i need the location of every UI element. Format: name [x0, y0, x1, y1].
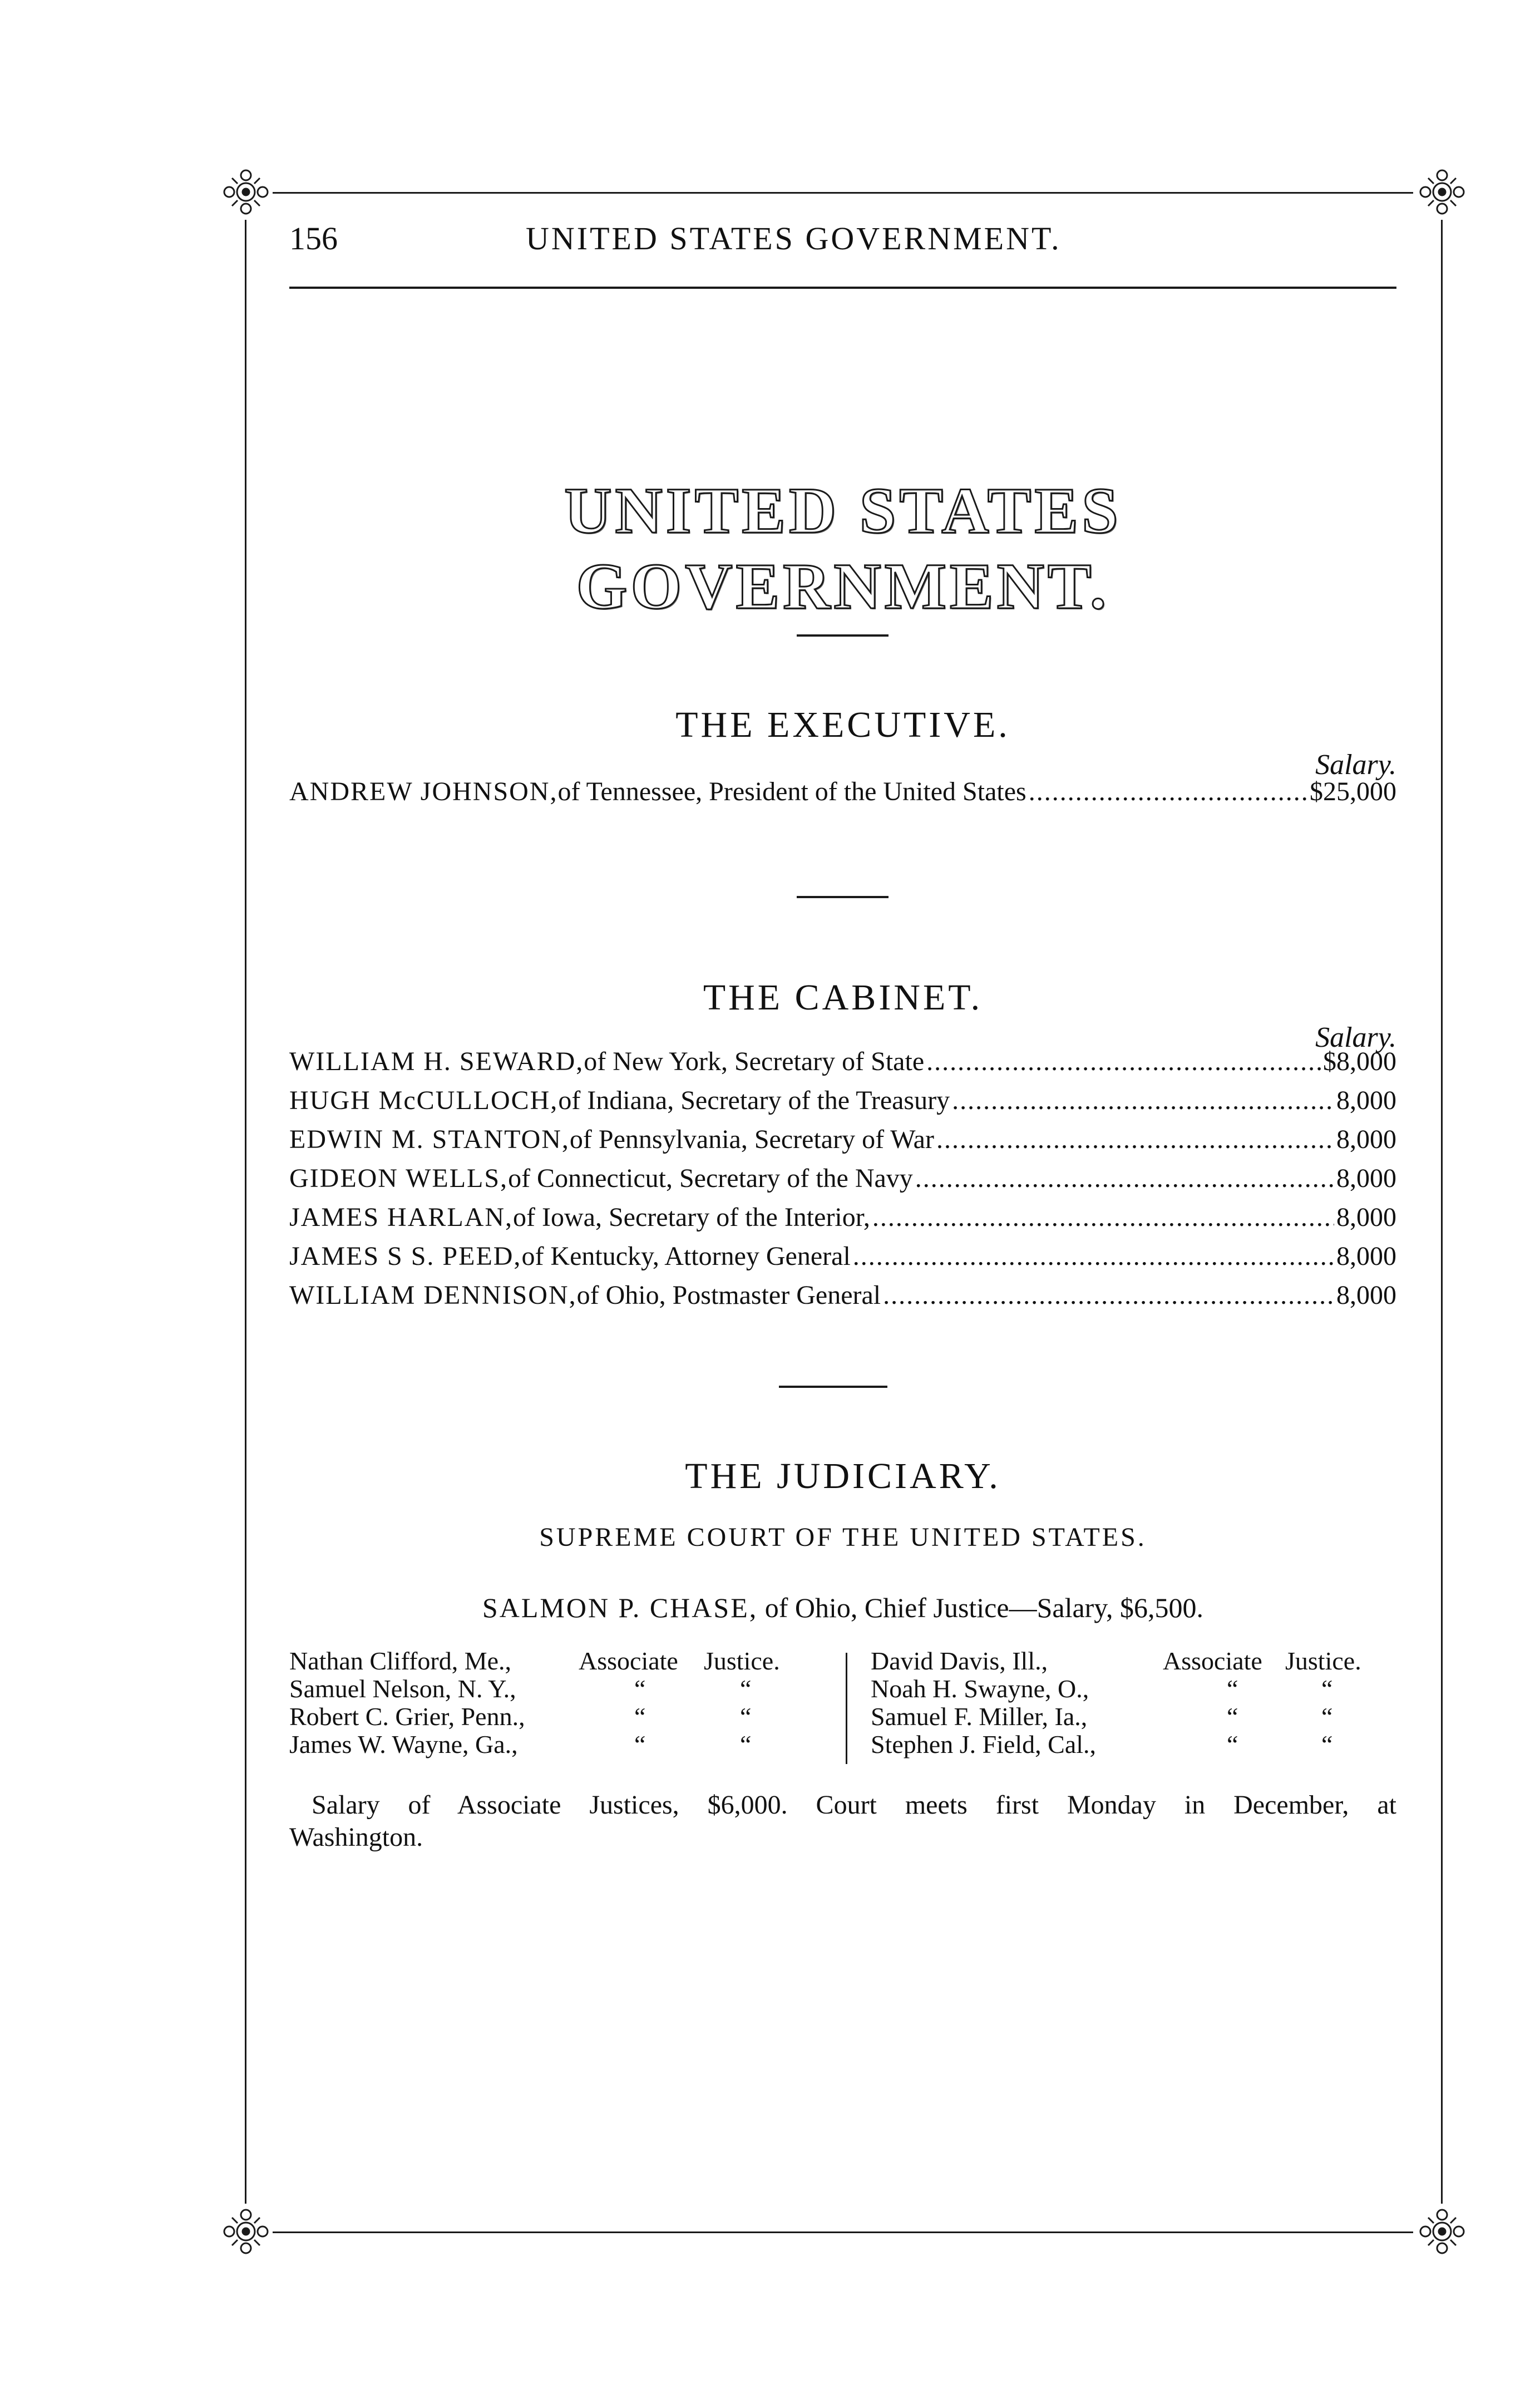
- entry-salary: $8,000: [1323, 1047, 1396, 1076]
- column-divider: [846, 1653, 847, 1764]
- section-heading-executive: THE EXECUTIVE.: [675, 705, 1010, 745]
- list-item: [289, 1731, 812, 1758]
- running-title: UNITED STATES GOVERNMENT.: [526, 220, 1062, 257]
- ditto-mark: “: [1321, 1730, 1333, 1758]
- ditto-mark: “: [1321, 1702, 1333, 1731]
- list-item: [871, 1647, 1396, 1675]
- entry-description: of Pennsylvania, Secretary of War: [569, 1125, 934, 1154]
- entry-description: of Indiana, Secretary of the Treasury: [558, 1086, 950, 1115]
- justice-role: Associate: [579, 1647, 678, 1675]
- associate-justices: [289, 1647, 1396, 1775]
- ditto-mark: “: [1227, 1702, 1238, 1731]
- entry-name: JAMES S S. PEED,: [289, 1242, 522, 1271]
- leader-dots: [1029, 776, 1307, 807]
- list-item: [289, 1703, 812, 1731]
- leader-dots: [952, 1085, 1334, 1116]
- justice-name: Noah H. Swayne, O.,: [871, 1674, 1089, 1703]
- ditto-mark: “: [634, 1730, 646, 1758]
- header-rule: [289, 287, 1396, 289]
- divider-dash: [779, 1386, 887, 1388]
- entry-description: of Connecticut, Secretary of the Navy: [508, 1164, 913, 1193]
- list-item: [289, 1675, 812, 1703]
- executive-entry: [289, 776, 1396, 815]
- cabinet-entry: [289, 1163, 1396, 1202]
- ditto-mark: “: [740, 1730, 752, 1758]
- cabinet-entry: [289, 1241, 1396, 1280]
- divider-dash: [797, 634, 889, 637]
- section-heading-cabinet: THE CABINET.: [703, 977, 983, 1018]
- associate-justices-left: [289, 1647, 812, 1758]
- entry-name: ANDREW JOHNSON,: [289, 777, 558, 806]
- border-bottom: [273, 2231, 1413, 2233]
- entry-description: of Ohio, Postmaster General: [576, 1280, 881, 1310]
- running-header: [289, 220, 1396, 275]
- entry-salary: $25,000: [1310, 777, 1396, 806]
- chief-justice-name: SALMON P. CHASE,: [482, 1592, 758, 1623]
- entry-description: of New York, Secretary of State: [584, 1047, 925, 1076]
- entry-salary: 8,000: [1336, 1203, 1396, 1232]
- corner-ornament-icon: [215, 2201, 277, 2262]
- salary-label: Salary.: [1315, 749, 1396, 781]
- cabinet-entry: [289, 1202, 1396, 1241]
- ditto-mark: “: [634, 1702, 646, 1731]
- justice-name: James W. Wayne, Ga.,: [289, 1730, 518, 1758]
- page-number: 156: [289, 220, 338, 257]
- chief-justice-text: of Ohio, Chief Justice—Salary, $6,500.: [758, 1592, 1204, 1623]
- divider-dash: [797, 896, 889, 898]
- justice-name: Samuel Nelson, N. Y.,: [289, 1674, 516, 1703]
- list-item: [871, 1675, 1396, 1703]
- border-right: [1441, 220, 1443, 2204]
- justice-name: Samuel F. Miller, Ia.,: [871, 1702, 1088, 1731]
- supreme-court-subheading: SUPREME COURT OF THE UNITED STATES.: [539, 1523, 1147, 1552]
- leader-dots: [926, 1046, 1321, 1077]
- entry-salary: 8,000: [1336, 1280, 1396, 1310]
- entry-name: WILLIAM DENNISON,: [289, 1280, 577, 1310]
- entry-salary: 8,000: [1336, 1242, 1396, 1271]
- entry-salary: 8,000: [1336, 1164, 1396, 1193]
- entry-name: GIDEON WELLS,: [289, 1164, 509, 1193]
- chief-justice-line: [289, 1592, 1396, 1624]
- leader-dots: [883, 1280, 1334, 1311]
- corner-ornament-icon: [215, 161, 277, 223]
- ditto-mark: “: [634, 1674, 646, 1703]
- cabinet-entry: [289, 1046, 1396, 1085]
- entry-description: of Iowa, Secretary of the Interior,: [513, 1203, 870, 1232]
- entry-description: of Kentucky, Attorney General: [521, 1242, 851, 1271]
- entry-salary: 8,000: [1336, 1086, 1396, 1115]
- page-title: UNITED STATES GOVERNMENT.: [564, 474, 1122, 623]
- justice-role: Justice.: [1285, 1647, 1361, 1675]
- border-left: [245, 220, 246, 2204]
- leader-dots: [915, 1163, 1334, 1194]
- associate-justices-right: [871, 1647, 1396, 1758]
- ditto-mark: “: [1227, 1674, 1238, 1703]
- justice-role: Justice.: [704, 1647, 780, 1675]
- court-note: [289, 1789, 1396, 1854]
- leader-dots: [936, 1124, 1334, 1155]
- ditto-mark: “: [740, 1674, 752, 1703]
- court-note-line: Washington.: [289, 1822, 423, 1852]
- justice-role: Associate: [1163, 1647, 1262, 1675]
- list-item: [289, 1647, 812, 1675]
- list-item: [871, 1731, 1396, 1758]
- justice-name: Stephen J. Field, Cal.,: [871, 1730, 1097, 1758]
- entry-description: of Tennessee, President of the United States: [557, 777, 1026, 806]
- entry-name: HUGH McCULLOCH,: [289, 1086, 559, 1115]
- corner-ornament-icon: [1411, 161, 1473, 223]
- ditto-mark: “: [1227, 1730, 1238, 1758]
- ditto-mark: “: [1321, 1674, 1333, 1703]
- leader-dots: [872, 1202, 1334, 1233]
- justice-name: David Davis, Ill.,: [871, 1647, 1048, 1675]
- border-top: [273, 192, 1413, 194]
- entry-name: EDWIN M. STANTON,: [289, 1125, 570, 1154]
- list-item: [871, 1703, 1396, 1731]
- entry-name: WILLIAM H. SEWARD,: [289, 1047, 584, 1076]
- cabinet-entry: [289, 1124, 1396, 1163]
- justice-name: Nathan Clifford, Me.,: [289, 1647, 512, 1675]
- leader-dots: [853, 1241, 1334, 1272]
- ditto-mark: “: [740, 1702, 752, 1731]
- section-heading-judiciary: THE JUDICIARY.: [685, 1456, 1001, 1496]
- justice-name: Robert C. Grier, Penn.,: [289, 1702, 525, 1731]
- cabinet-entry: [289, 1085, 1396, 1124]
- corner-ornament-icon: [1411, 2201, 1473, 2262]
- salary-label: Salary.: [1315, 1022, 1396, 1053]
- entry-name: JAMES HARLAN,: [289, 1203, 514, 1232]
- cabinet-entry: [289, 1280, 1396, 1319]
- entry-salary: 8,000: [1336, 1125, 1396, 1154]
- court-note-line: Salary of Associate Justices, $6,000. Court meets first Monday in December, at: [312, 1790, 1396, 1820]
